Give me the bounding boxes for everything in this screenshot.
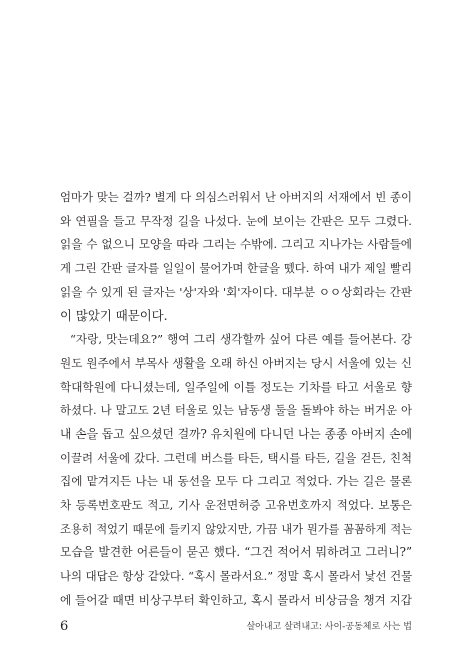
text-line: 조용히 적었기 때문에 들키지 않았지만, 가끔 내가 뭔가를 꼼꼼하게 적는 bbox=[60, 522, 412, 536]
text-line: 원도 원주에서 부목사 생활을 오래 하신 아버지는 당시 서울에 있는 신 bbox=[60, 355, 412, 370]
text-line: 하셨다. 나 말고도 2년 터울로 있는 남동생 둘을 돌봐야 하는 버거운 아 bbox=[60, 403, 412, 418]
text-line: 집에 맡겨지든 나는 내 동선을 모두 다 그리고 적었다. 가는 길은 물론 bbox=[60, 474, 412, 489]
text-line: 나의 대답은 항상 같았다. “혹시 몰라서요.” 정말 혹시 몰라서 낯선 건물 bbox=[60, 569, 412, 583]
text-line: 모습을 발견한 어른들이 묻곤 했다. “그건 적어서 뭐하려고 그러니?” bbox=[60, 545, 412, 560]
page-number: 6 bbox=[60, 619, 69, 634]
text-line: 게 그린 간판 글자를 일일이 물어가며 한글을 뗐다. 하여 내가 제일 빨리 bbox=[60, 261, 412, 276]
text-line: 학대학원에 다니셨는데, 일주일에 이틀 정도는 기차를 타고 서울로 향 bbox=[60, 379, 412, 394]
text-line: 내 손을 돕고 싶으셨던 걸까? 유치원에 다니던 나는 종종 아버지 손에 bbox=[60, 426, 412, 441]
text-line: 이 많았기 때문이다. bbox=[60, 308, 168, 324]
text-line: 읽을 수 있게 된 글자는 '상'자와 '회'자이다. 대부분 ㅇㅇ상회라는 간판 bbox=[60, 284, 412, 299]
text-line: 차 등록번호판도 적고, 기사 운전면허증 고유번호까지 적었다. 보통은 bbox=[60, 497, 412, 512]
text-line: 에 들어갈 때면 비상구부터 확인하고, 혹시 몰라서 비상금을 챙겨 지갑 bbox=[60, 592, 412, 607]
running-head: 살아내고 살려내고: 사이-공동체로 사는 법 bbox=[246, 622, 412, 632]
text-line: 와 연필을 들고 무작정 길을 나섰다. 눈에 보이는 간판은 모두 그렸다. bbox=[60, 213, 412, 228]
text-line: “자랑, 맛는데요?” 행여 그리 생각할까 싶어 다른 예를 들어본다. 강 bbox=[70, 332, 412, 347]
text-line: 읽을 수 없으니 모양을 따라 그리는 수밖에. 그리고 지나가는 사람들에 bbox=[60, 237, 412, 252]
text-line: 엄마가 맞는 걸까? 별게 다 의심스러워서 난 아버지의 서재에서 빈 종이 bbox=[60, 190, 412, 204]
text-line: 이끌려 서울에 갔다. 그런데 버스를 타든, 택시를 타든, 길을 걷든, 친척 bbox=[60, 450, 412, 465]
body-text bbox=[60, 186, 412, 612]
